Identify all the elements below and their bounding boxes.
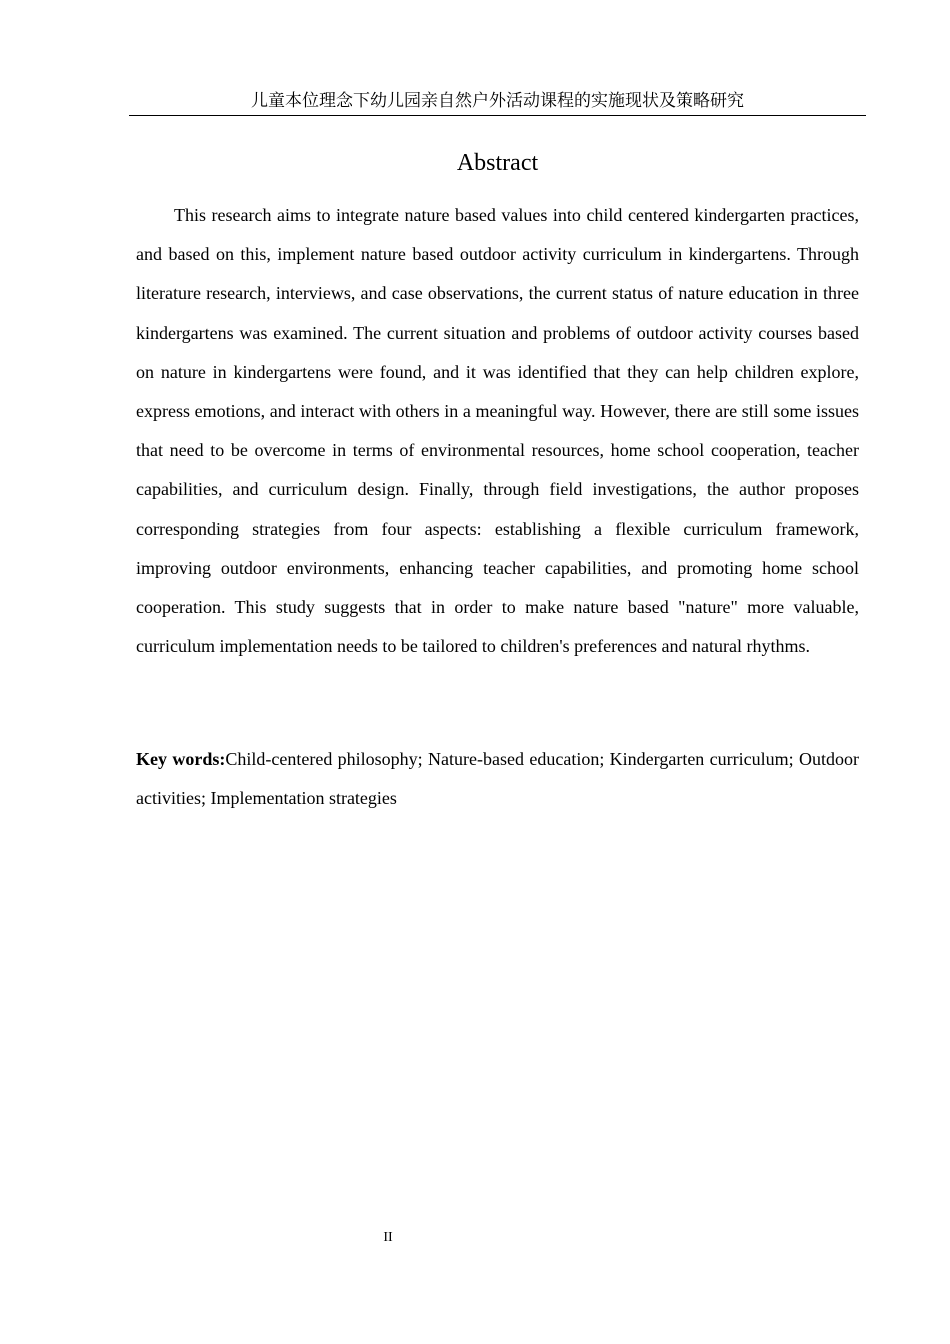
page-number: II bbox=[383, 1230, 393, 1245]
keywords-paragraph bbox=[136, 740, 859, 818]
abstract-body: This research aims to integrate nature based values into child centered kindergarten practices, and based on this, implement nature based outdoor activity curriculum in kindergartens. Through literature research, interviews, and case observations, the current status of nature education in three kindergartens was examined. The current situation and problems of outdoor activity courses based on nature in kindergartens were found, and it was identified that they can help children explore, express emotions, and interact with others in a meaningful way. However, there are still some issues that need to be overcome in terms of environmental resources, home school cooperation, teacher capabilities, and curriculum design. Finally, through field investigations, the author proposes corresponding strategies from four aspects: establishing a flexible curriculum framework, improving outdoor environments, enhancing teacher capabilities, and promoting home school cooperation. This study suggests that in order to make nature based "nature" more valuable, curriculum implementation needs to be tailored to children's preferences and natural rhythms. bbox=[136, 205, 859, 657]
keywords-label: Key words: bbox=[136, 749, 226, 769]
keywords-text: Child-centered philosophy; Nature-based education; Kindergarten curriculum; Outdoor activities; Implementation strategies bbox=[136, 749, 859, 809]
abstract-title: Abstract bbox=[456, 150, 539, 176]
running-header: 儿童本位理念下幼儿园亲自然户外活动课程的实施现状及策略研究 bbox=[129, 88, 866, 116]
